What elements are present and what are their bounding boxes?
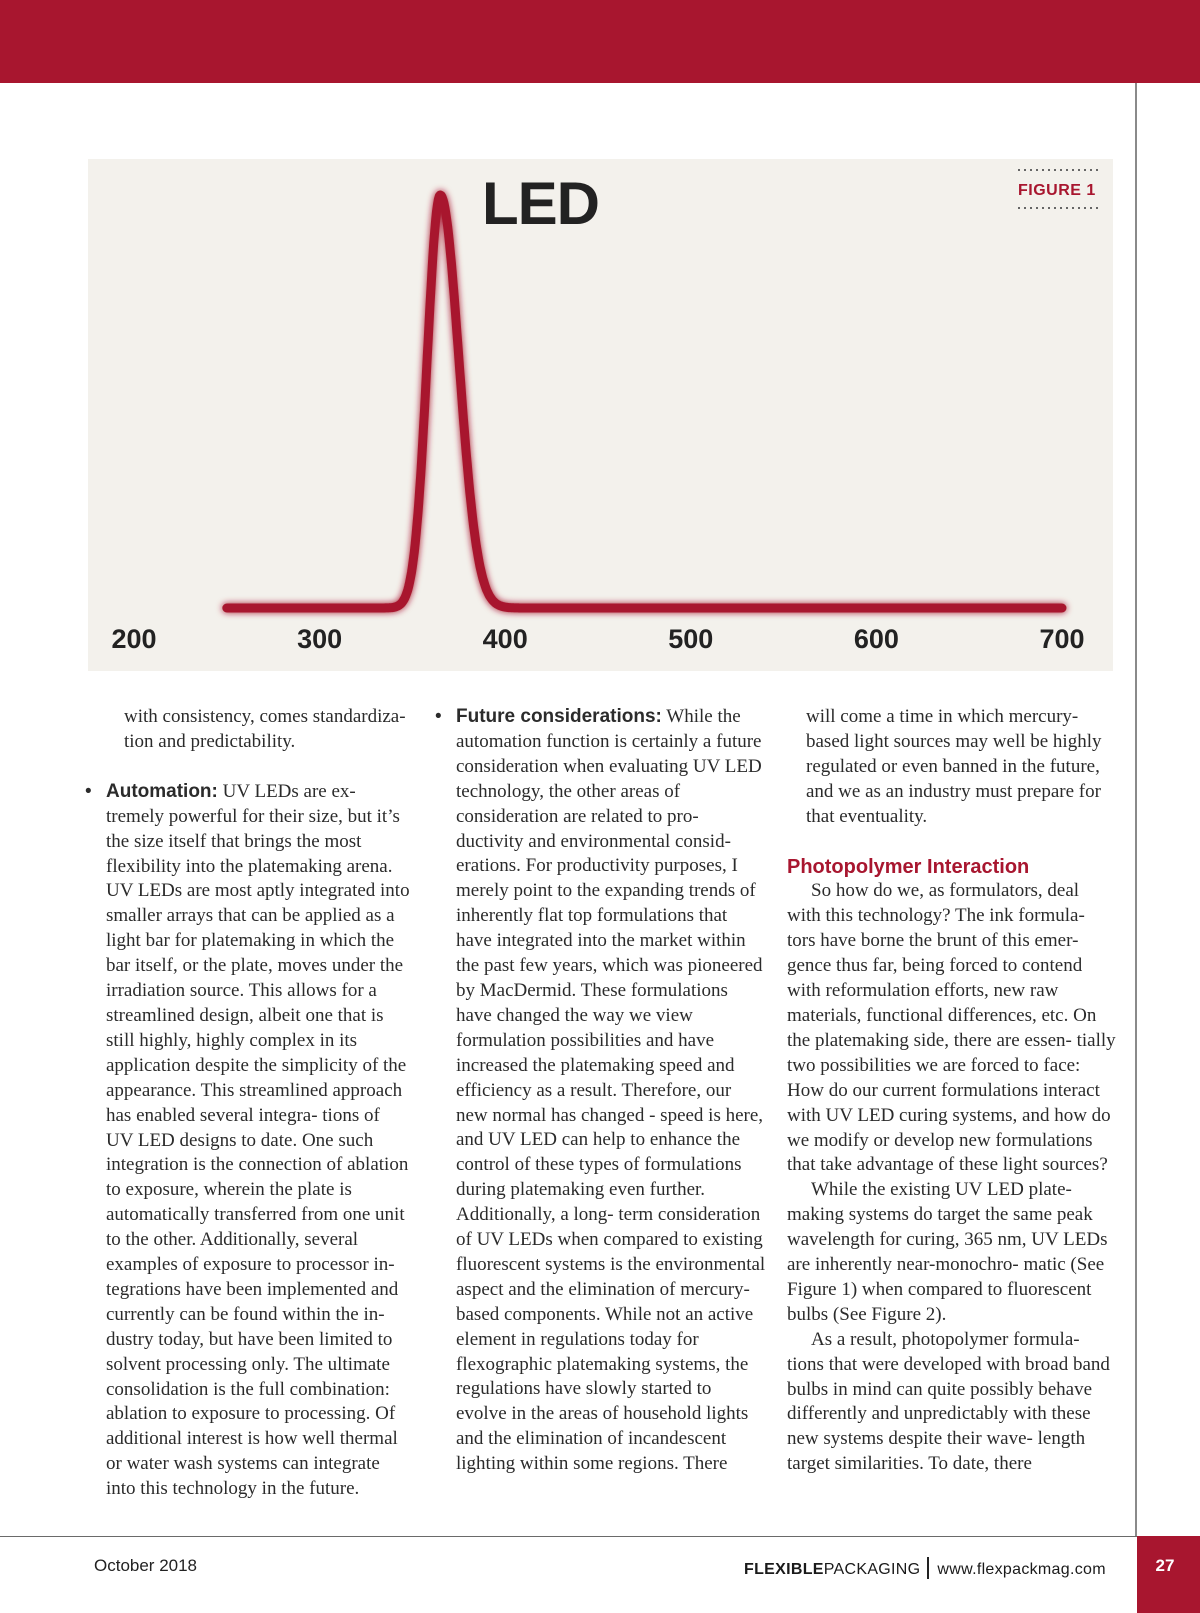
- footer-rule: [0, 1536, 1137, 1537]
- led-spectrum-chart: [88, 159, 1113, 671]
- brand-separator: [927, 1557, 929, 1579]
- figure-panel: [88, 159, 1113, 671]
- bullet-dot: •: [435, 706, 442, 727]
- footer-url[interactable]: www.flexpackmag.com: [937, 1561, 1106, 1578]
- footer-date: October 2018: [94, 1556, 198, 1575]
- x-tick-label: 300: [297, 624, 343, 654]
- page-number-box: [1137, 1536, 1200, 1613]
- x-tick-label: 400: [482, 624, 528, 654]
- x-tick-label: 600: [853, 624, 899, 654]
- section-heading: Photopolymer Interaction: [787, 855, 1030, 878]
- bullet-body: UV LEDs are ex- tremely powerful for their size, but it’s the size itself that brings the most flexibility into the platemaking arena. UV LEDs are most aptly integrated into smaller arrays that can be applied as a light bar for platemaking in which the bar itself, or the plate, moves under the irradiation source. This allows for a streamlined design, albeit one that is still highly, highly complex in its application despite the simplicity of the appearance. This streamlined approach has enabled several integra- tions of UV LED designs to date. One such integration is the connection of ablation to exposure, wherein the plate is automatically transferred from one unit to the other. Additionally, several examples of exposure to processor in- tegrations have been implemented and currently can be found within the in- dustry today, but have been limited to solvent processing only. The ultimate consolidation is the full combination: ablation to exposure to processing. Of additional interest is how well thermal or water wash systems can integrate into this technology in the future.: [106, 780, 410, 1500]
- figure-label: FIGURE 1: [1018, 182, 1096, 199]
- text-column-2: [435, 705, 766, 1477]
- x-tick-label: 200: [111, 624, 157, 654]
- paragraph: will come a time in which mercury- based light sources may well be highly regulated or even banned in the future, and we as an industry must prepare for that eventuality.: [806, 706, 1102, 827]
- paragraph: As a result, photopolymer formula- tions that were developed with broad band bulbs in mind can quite possibly behave differently and unpredictably with these new systems despite their wave- length target similarities. To date, there: [787, 1328, 1110, 1475]
- right-margin-rule: [1135, 83, 1137, 1536]
- text-column-1: [85, 705, 411, 1502]
- run-in-heading: Automation:: [106, 780, 218, 802]
- run-in-heading: Future considerations:: [456, 706, 662, 727]
- footer-brand: [744, 1557, 1106, 1579]
- x-tick-label: 700: [1039, 624, 1085, 654]
- page-number: 27: [1155, 1556, 1175, 1575]
- paragraph: with consistency, comes standardiza- tion and predictability.: [124, 706, 406, 752]
- bullet-future: [435, 705, 766, 1477]
- bullet-dot: •: [85, 780, 92, 802]
- bullet-automation: [85, 780, 411, 1502]
- figure-tag: [1018, 170, 1100, 208]
- chart-title: LED: [482, 170, 599, 237]
- led-emission-curve: [227, 195, 1062, 608]
- x-tick-label: 500: [668, 624, 714, 654]
- bullet-body: While the automation function is certainly a future consideration when evaluating UV LED technology, the other areas of consideration are related to pro- ductivity and environmental consid- erations. For productivity purposes, I merely point to the expanding trends of inherently flat top formulations that have integrated into the market within the past few years, which was pioneered by MacDermid. These formulations have changed the way we view formulation possibilities and have increased the platemaking speed and efficiency as a result. Therefore, our new normal has changed - speed is here, and UV LED can help to enhance the control of these types of formulations during platemaking even further. Additionally, a long- term consideration of UV LEDs when compared to existing fluorescent systems is the environmental aspect and the elimination of mercury-based components. While not an active element in regulations today for flexographic platemaking systems, the regulations have slowly started to evolve in the areas of household lights and the elimination of incandescent lighting within some regions. There: [456, 706, 766, 1475]
- brand-bold: FLEXIBLE: [744, 1561, 824, 1578]
- paragraph: While the existing UV LED plate- making systems do target the same peak wavelength for curing, 365 nm, UV LEDs are inherently near-monochro- matic (See Figure 1) when compared to fluorescent bulbs (See Figure 2).: [787, 1179, 1108, 1325]
- header-band: [0, 0, 1200, 83]
- text-column-3: [787, 705, 1117, 1477]
- paragraph: So how do we, as formulators, deal with this technology? The ink formula- tors have borne the brunt of this emer- gence thus far, being forced to contend with reformulation efforts, new raw materials, functional differences, etc. On the platemaking side, there are essen- tially two possibilities we are forced to face: How do our current formulations interact with UV LED curing systems, and how do we modify or develop new formulations that take advantage of these light sources?: [787, 880, 1116, 1176]
- brand-light: PACKAGING: [823, 1561, 921, 1578]
